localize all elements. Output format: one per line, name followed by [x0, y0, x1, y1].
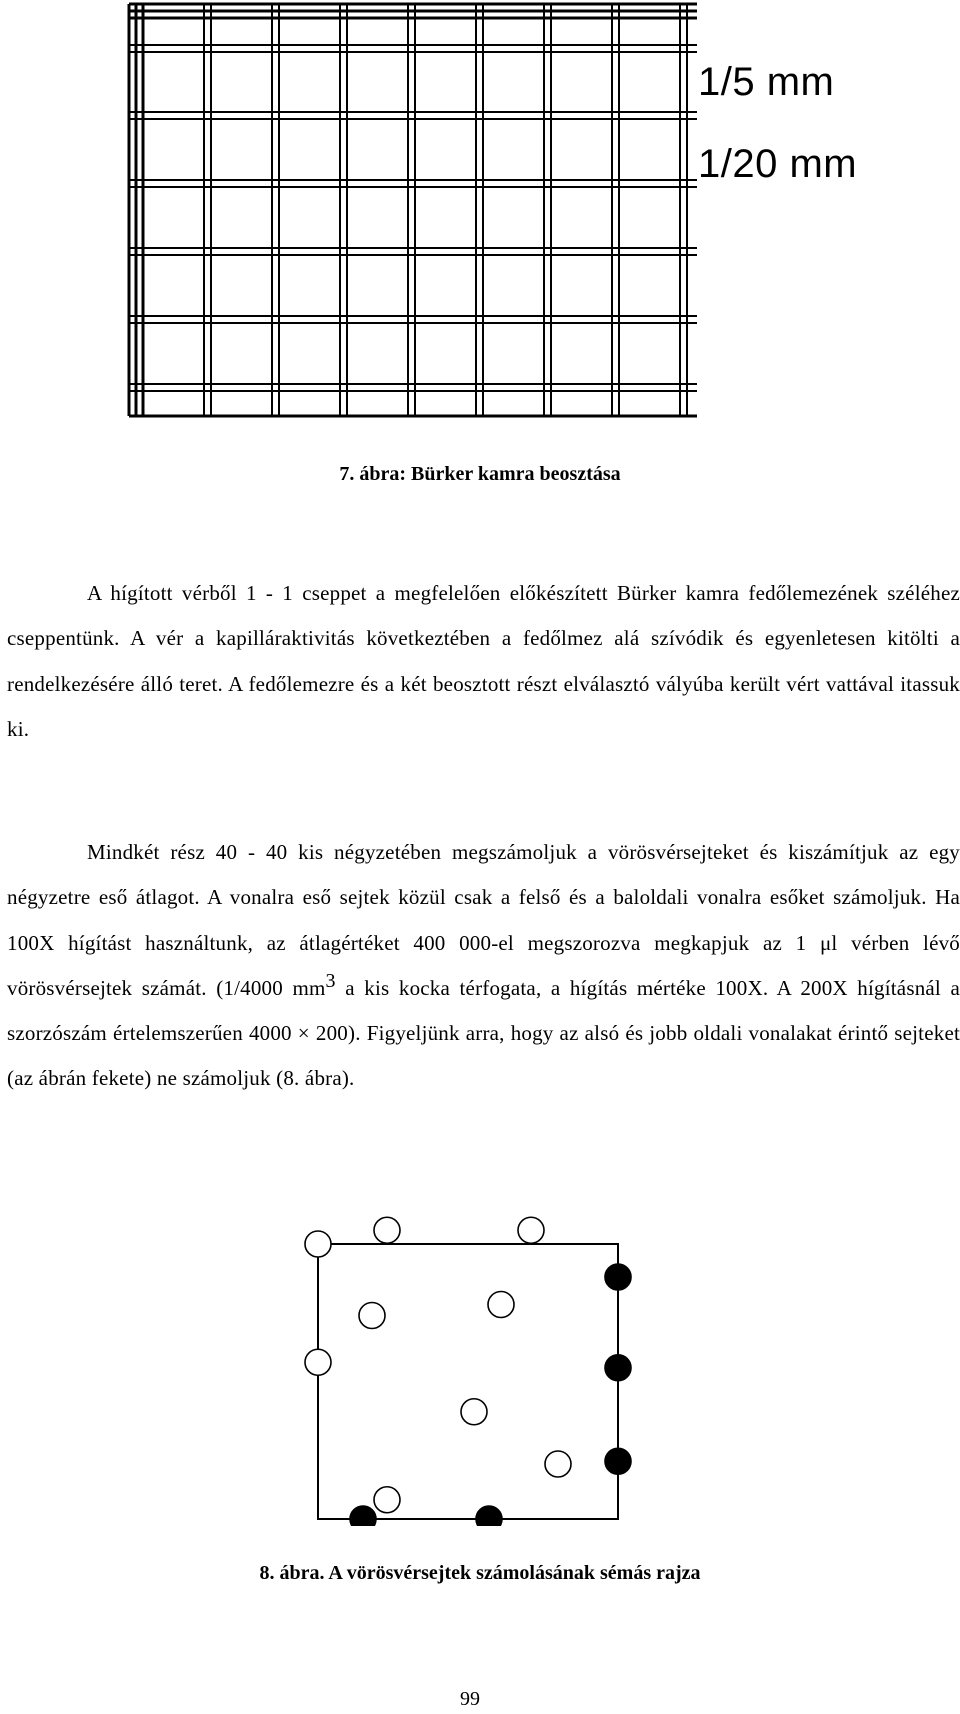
paragraph-counting-text-a: Mindkét rész 40 - 40 kis négyzetében megszámoljuk a vörösvérsejteket és kiszámítjuk az egy négyzetre eső átlagot. A vonalra eső sejtek közül csak a felső és a baloldali vonalra esőket számoljuk. Ha 100X hígítást használtunk, az átlagértéket 400 000-el megszorozva megkapjuk az 1 μl vérben lévő vörösvérsejtek számát. (1/4000 mm — [7, 840, 960, 1000]
paragraph-counting — [7, 830, 960, 1102]
counted-cell — [374, 1487, 400, 1513]
counted-cell — [359, 1303, 385, 1329]
counted-cell — [374, 1217, 400, 1243]
excluded-cell — [476, 1506, 502, 1526]
paragraph-dilution — [7, 571, 960, 752]
paragraph-dilution-text: A hígított vérből 1 - 1 cseppet a megfelelően előkészített Bürker kamra fedőlemezének széléhez cseppentünk. A vér a kapilláraktivitás következtében a fedőlmez alá szívódik és egyenletesen kitölti a rendelkezésére álló teret. A fedőlemezre és a két beosztott részt elválasztó vályúba került vért vattával itassuk ki. — [7, 581, 960, 741]
figure-8-caption: 8. ábra. A vörösvérsejtek számolásának sémás rajza — [259, 1562, 701, 1584]
counted-cell — [461, 1399, 487, 1425]
superscript-3: 3 — [325, 969, 336, 992]
grid-label-large-square: 1/5 mm — [698, 60, 835, 104]
excluded-cell — [605, 1448, 631, 1474]
page-number: 99 — [460, 1688, 480, 1710]
grid-lines — [129, 4, 697, 416]
counted-cell — [488, 1292, 514, 1318]
excluded-cell — [605, 1264, 631, 1290]
burker-grid-figure — [125, 0, 705, 420]
counted-cell — [305, 1231, 331, 1257]
counted-cell — [305, 1349, 331, 1375]
excluded-cell — [605, 1355, 631, 1381]
paragraph-counting-text-b: a kis kocka térfogata, a hígítás mértéke 100X. A 200X hígításnál a szorzószám értelemszerűen 4000 × 200). Figyeljünk arra, hogy az alsó és jobb oldali vonalakat érintő sejteket (az ábrán fekete) ne számoljuk (8. ábra). — [7, 975, 960, 1091]
figure-7-caption: 7. ábra: Bürker kamra beosztása — [339, 463, 621, 485]
counted-cell — [545, 1451, 571, 1477]
counting-square — [318, 1244, 618, 1519]
counting-scheme-figure — [295, 1196, 645, 1526]
grid-label-small-square: 1/20 mm — [698, 142, 858, 186]
excluded-cell — [350, 1506, 376, 1526]
counted-cell — [518, 1217, 544, 1243]
